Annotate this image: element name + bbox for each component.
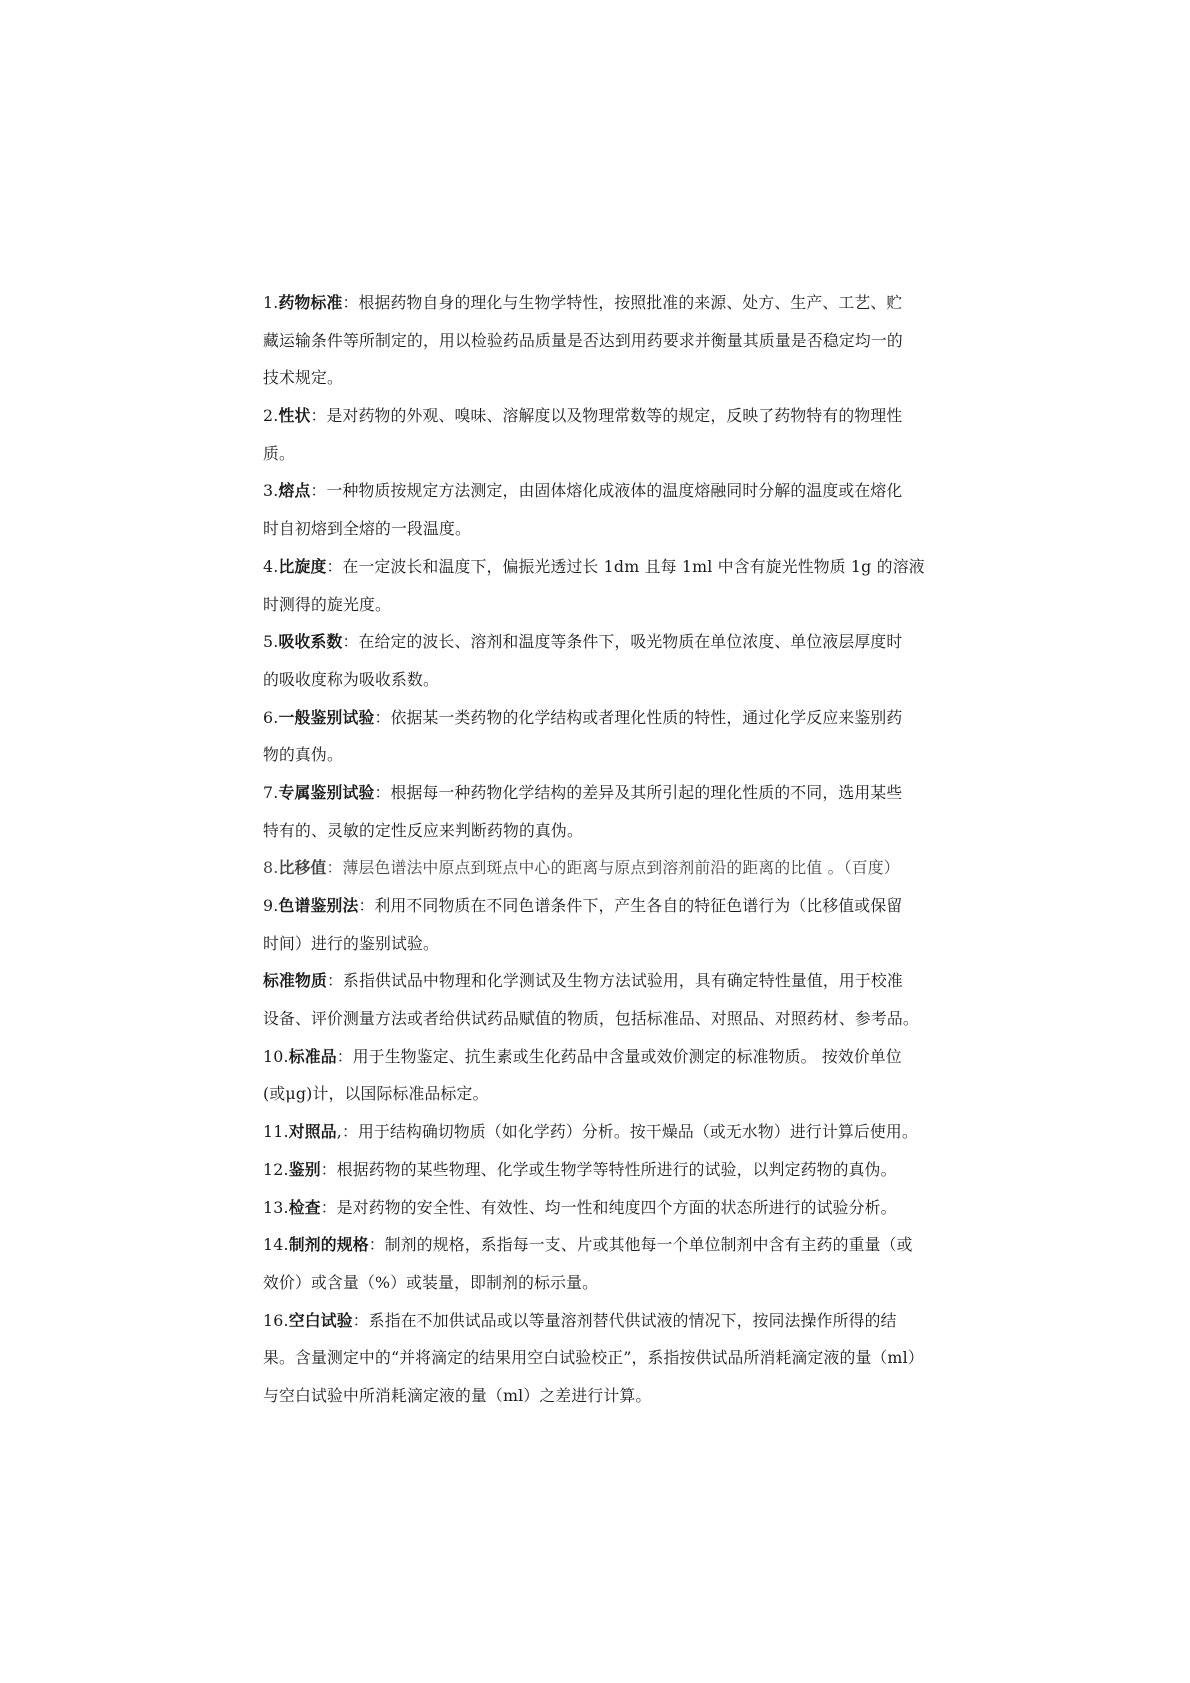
definition-line xyxy=(263,586,933,624)
entry-number: 5. xyxy=(263,632,279,652)
definition-text: 与空白试验中所消耗滴定液的量（ml）之差进行计算。 xyxy=(263,1385,652,1405)
entry-term: 鉴别 xyxy=(288,1159,321,1179)
definition-line xyxy=(263,1339,933,1377)
definition-line xyxy=(263,1264,933,1302)
entry-number: 7. xyxy=(263,782,279,802)
definition-line xyxy=(263,1113,933,1151)
definition-line xyxy=(263,1189,933,1227)
definition-text: ：是对药物的安全性、有效性、均一性和纯度四个方面的状态所进行的试验分析。 xyxy=(320,1197,897,1217)
definition-line xyxy=(263,284,933,322)
definition-entry xyxy=(263,623,933,698)
definition-text: ：制剂的规格，系指每一支、片或其他每一个单位制剂中含有主药的重量（或 xyxy=(368,1235,913,1255)
entry-term: 熔点 xyxy=(278,481,311,501)
definition-line xyxy=(263,736,933,774)
definition-text: ：根据每一种药物化学结构的差异及其所引起的理化性质的不同，选用某些 xyxy=(374,782,903,802)
definition-line xyxy=(263,1151,933,1189)
entry-term: 制剂的规格 xyxy=(288,1235,369,1255)
definition-text: ：用于生物鉴定、抗生素或生化药品中含量或效价测定的标准物质。 按效价单位 xyxy=(336,1046,902,1066)
entry-number: 6. xyxy=(263,707,279,727)
definition-line xyxy=(263,435,933,473)
definition-line xyxy=(263,397,933,435)
definition-line xyxy=(263,322,933,360)
definition-text: ,：用于结构确切物质（如化学药）分析。按干燥品（或无水物）进行计算后使用。 xyxy=(336,1122,918,1142)
definition-text: ：是对药物的外观、嗅味、溶解度以及物理常数等的规定，反映了药物特有的物理性 xyxy=(310,406,903,426)
definition-line xyxy=(263,1075,933,1113)
definition-line xyxy=(263,887,933,925)
definition-line xyxy=(263,623,933,661)
definition-entry xyxy=(263,548,933,623)
definition-text: 物的真伪。 xyxy=(263,745,343,765)
definition-text: ：根据药物的某些物理、化学或生物学等特性所进行的试验，以判定药物的真伪。 xyxy=(320,1159,897,1179)
definition-line xyxy=(263,925,933,963)
entry-number: 1. xyxy=(263,293,279,312)
definition-line xyxy=(263,359,933,397)
definition-line xyxy=(263,510,933,548)
definition-text: 时自初熔到全熔的一段温度。 xyxy=(263,519,471,539)
definition-text: 效价）或含量（%）或装量，即制剂的标示量。 xyxy=(263,1272,599,1292)
definition-text: ：在一定波长和温度下，偏振光透过长 1dm 且每 1ml 中含有旋光性物质 1g 的溶液 xyxy=(326,556,925,576)
entry-number: 11. xyxy=(263,1122,289,1142)
entry-number: 3. xyxy=(263,481,279,501)
entry-term: 比移值 xyxy=(278,858,327,878)
definition-text: 的吸收度称为吸收系数。 xyxy=(263,669,439,689)
entry-term: 色谱鉴别法 xyxy=(278,896,359,915)
entry-term: 空白试验 xyxy=(288,1310,353,1330)
definition-line xyxy=(263,1377,933,1415)
entry-term: 一般鉴别试验 xyxy=(278,707,375,727)
entry-number: 14. xyxy=(263,1235,289,1255)
entry-term: 对照品 xyxy=(288,1122,337,1142)
entry-term: 比旋度 xyxy=(278,556,327,576)
definition-text: ：根据药物自身的理化与生物学特性，按照批准的来源、处方、生产、工艺、贮 xyxy=(342,293,903,312)
definition-entry xyxy=(263,1151,933,1189)
definition-text: 技术规定。 xyxy=(263,368,343,388)
entry-number: 9. xyxy=(263,896,279,915)
definition-text: 特有的、灵敏的定性反应来判断药物的真伪。 xyxy=(263,820,583,840)
entry-term: 标准品 xyxy=(288,1046,337,1066)
definition-entry xyxy=(263,1302,933,1415)
entry-term: 标准物质 xyxy=(263,971,327,991)
definition-line xyxy=(263,1038,933,1076)
entry-number: 8. xyxy=(263,858,279,878)
definition-line xyxy=(263,1302,933,1340)
definition-entry xyxy=(263,397,933,472)
definition-line xyxy=(263,472,933,510)
entry-number: 10. xyxy=(263,1046,289,1066)
entry-number: 16. xyxy=(263,1310,289,1330)
definition-line xyxy=(263,1226,933,1264)
definition-text: 果。含量测定中的“并将滴定的结果用空白试验校正”，系指按供试品所消耗滴定液的量（ml） xyxy=(263,1348,924,1368)
entry-number: 4. xyxy=(263,556,279,576)
definition-entry xyxy=(263,962,933,1037)
definition-text: ：系指在不加供试品或以等量溶剂替代供试液的情况下，按同法操作所得的结 xyxy=(352,1310,897,1330)
definition-line xyxy=(263,849,933,887)
entry-number: 13. xyxy=(263,1197,289,1217)
definition-text: ：依据某一类药物的化学结构或者理化性质的特性，通过化学反应来鉴别药 xyxy=(374,707,903,727)
definition-entry xyxy=(263,849,933,887)
definition-line xyxy=(263,1000,933,1038)
entry-number: 2. xyxy=(263,406,279,426)
definition-text: ：一种物质按规定方法测定，由固体熔化成液体的温度熔融同时分解的温度或在熔化 xyxy=(310,481,903,501)
definition-text: 时测得的旋光度。 xyxy=(263,594,391,614)
definition-text: 时间）进行的鉴别试验。 xyxy=(263,933,439,953)
definition-text: 设备、评价测量方法或者给供试药品赋值的物质，包括标准品、对照品、对照药材、参考品。 xyxy=(263,1009,919,1029)
definition-text: ：系指供试品中物理和化学测试及生物方法试验用，具有确定特性量值，用于校准 xyxy=(327,971,903,991)
definition-text: ：在给定的波长、溶剂和温度等条件下，吸光物质在单位浓度、单位液层厚度时 xyxy=(342,632,903,652)
definition-text: ：利用不同物质在不同色谱条件下，产生各自的特征色谱行为（比移值或保留 xyxy=(358,896,903,915)
entry-term: 药物标准 xyxy=(278,293,343,312)
definition-line xyxy=(263,812,933,850)
definition-entry xyxy=(263,284,933,397)
definition-line xyxy=(263,962,933,1000)
definition-entry xyxy=(263,699,933,774)
definition-text: 藏运输条件等所制定的，用以检验药品质量是否达到用药要求并衡量其质量是否稳定均一的 xyxy=(263,330,903,350)
definition-entry xyxy=(263,887,933,962)
definition-entry xyxy=(263,1226,933,1301)
definition-line xyxy=(263,774,933,812)
definition-line xyxy=(263,699,933,737)
definitions-list xyxy=(263,284,933,1415)
entry-term: 吸收系数 xyxy=(278,632,343,652)
definition-line xyxy=(263,661,933,699)
definition-text: ：薄层色谱法中原点到斑点中心的距离与原点到溶剂前沿的距离的比值 。（百度） xyxy=(326,858,900,878)
entry-number: 12. xyxy=(263,1159,289,1179)
entry-term: 专属鉴别试验 xyxy=(278,782,375,802)
definition-entry xyxy=(263,472,933,547)
definition-text: (或μg)计，以国际标准品标定。 xyxy=(263,1084,489,1104)
definition-entry xyxy=(263,774,933,849)
entry-term: 性状 xyxy=(278,406,311,426)
definition-line xyxy=(263,548,933,586)
definition-entry xyxy=(263,1038,933,1113)
definition-text: 质。 xyxy=(263,443,295,463)
definition-entry xyxy=(263,1113,933,1151)
definition-entry xyxy=(263,1189,933,1227)
entry-term: 检查 xyxy=(288,1197,321,1217)
